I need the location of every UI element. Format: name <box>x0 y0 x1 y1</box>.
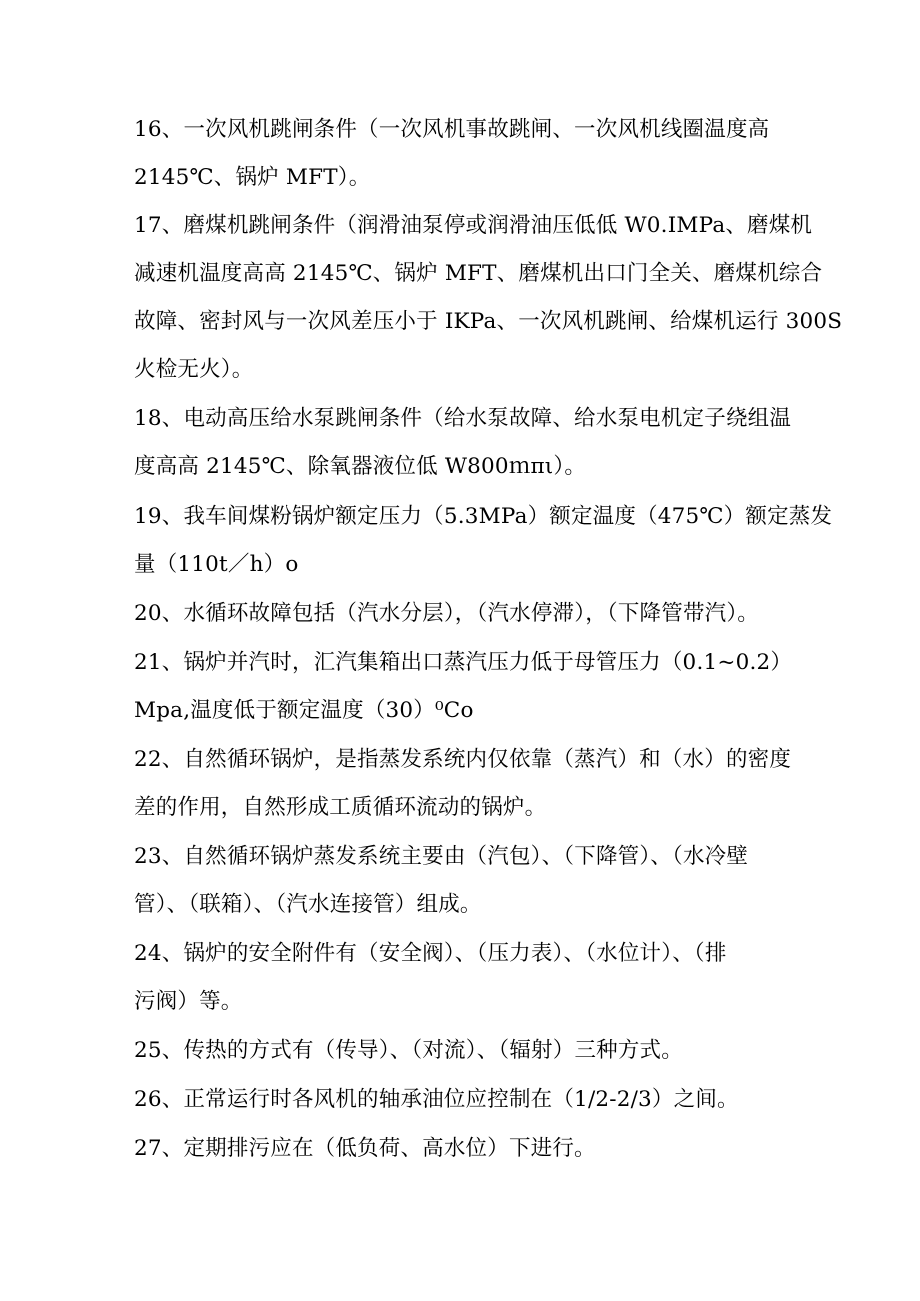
text-line: 25、传热的方式有（传导）、（对流）、（辐射）三种方式。 <box>134 1038 683 1063</box>
text-line: 20、水循环故障包括（汽水分层），（汽水停滞），（下降管带汽）。 <box>134 601 760 626</box>
text-line: Mpa,温度低于额定温度（30）⁰Co <box>134 698 474 723</box>
text-line: 22、自然循环锅炉，是指蒸发系统内仅依靠（蒸汽）和（水）的密度 <box>134 747 792 772</box>
text-line: 度高高 2145℃、除氧器液位低 W800ｍπι）。 <box>134 454 587 479</box>
text-line: 量（110t／h）o <box>134 552 299 577</box>
text-line: 21、锅炉并汽时，汇汽集箱出口蒸汽压力低于母管压力（0.1~0.2） <box>134 650 793 675</box>
text-line: 18、电动高压给水泵跳闸条件（给水泵故障、给水泵电机定子绕组温 <box>134 406 792 431</box>
text-line: 2145℃、锅炉 MFT）。 <box>134 165 371 190</box>
text-line: 23、自然循环锅炉蒸发系统主要由（汽包）、（下降管）、（水冷壁 <box>134 844 749 869</box>
text-line: 27、定期排污应在（低负荷、高水位）下进行。 <box>134 1136 596 1161</box>
text-line: 管）、（联箱）、（汽水连接管）组成。 <box>134 892 482 917</box>
text-line: 26、正常运行时各风机的轴承油位应控制在（1/2-2/3）之间。 <box>134 1087 739 1112</box>
text-line: 17、磨煤机跳闸条件（润滑油泵停或润滑油压低低 W0.IMPa、磨煤机 <box>134 213 813 238</box>
text-line: 火检无火）。 <box>134 357 254 382</box>
text-line: 减速机温度高高 2145℃、锅炉 MFT、磨煤机出口门全关、磨煤机综合 <box>134 261 823 286</box>
text-line: 16、一次风机跳闸条件（一次风机事故跳闸、一次风机线圈温度高 <box>134 117 770 142</box>
text-line: 24、锅炉的安全附件有（安全阀）、（压力表）、（水位计）、（排 <box>134 941 727 966</box>
text-line: 19、我车间煤粉锅炉额定压力（5.3MPa）额定温度（475℃）额定蒸发 <box>134 504 833 529</box>
text-line: 故障、密封风与一次风差压小于 IKPa、一次风机跳闸、给煤机运行 300S <box>134 309 843 334</box>
text-line: 差的作用，自然形成工质循环流动的锅炉。 <box>134 795 547 820</box>
text-line: 污阀）等。 <box>134 989 243 1014</box>
